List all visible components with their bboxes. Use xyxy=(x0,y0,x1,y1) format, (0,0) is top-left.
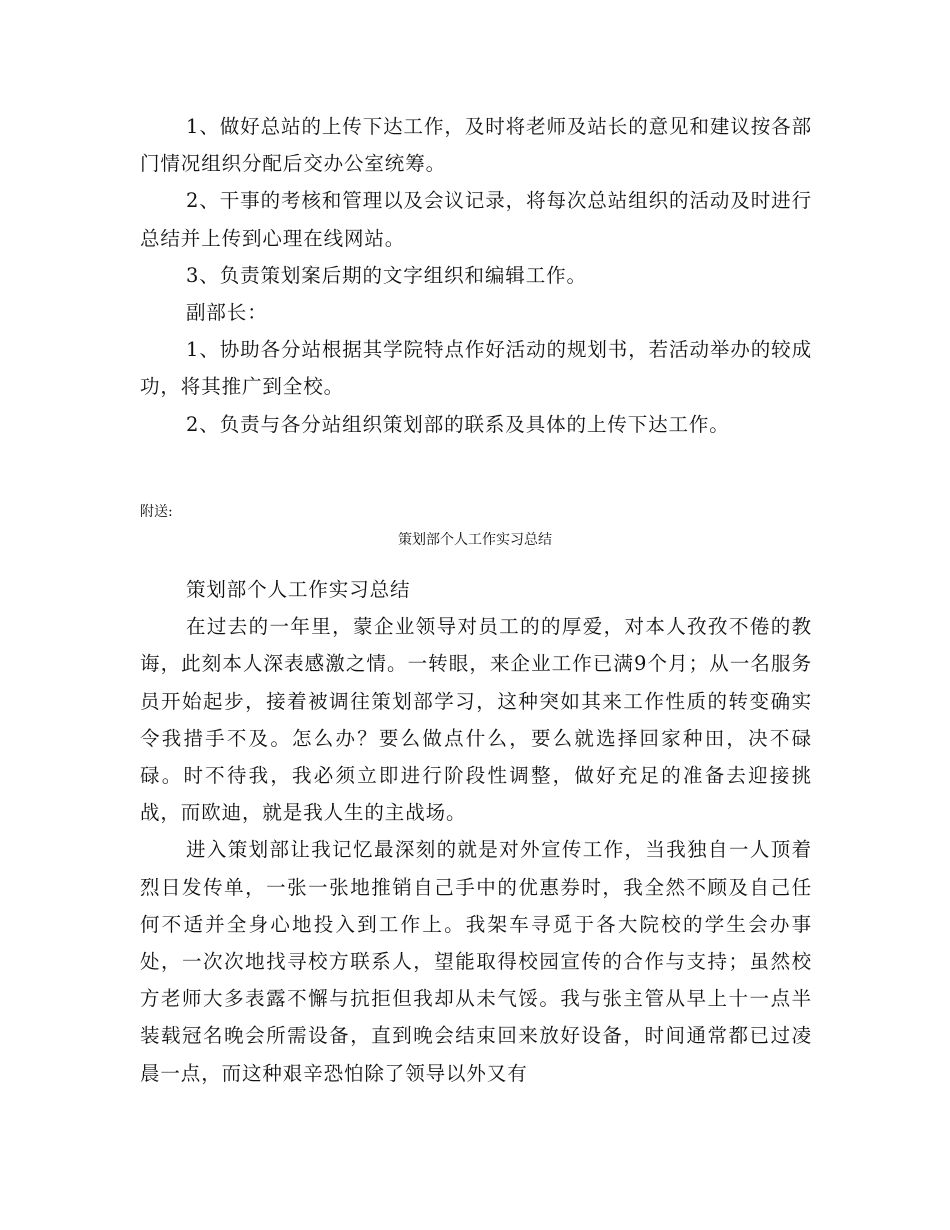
attachment-label: 附送: xyxy=(140,504,173,520)
duty-paragraph-1: 1、做好总站的上传下达工作，及时将老师及站长的意见和建议按各部门情况组织分配后交办公室统筹。 xyxy=(140,115,812,176)
summary-section xyxy=(140,571,812,1092)
summary-heading: 策划部个人工作实习总结 xyxy=(186,578,411,601)
duty-paragraph-3: 3、负责策划案后期的文字组织和编辑工作。 xyxy=(186,263,587,287)
duty-paragraph-2: 2、干事的考核和管理以及会议记录，将每次总站组织的活动及时进行总结并上传到心理在线网站。 xyxy=(140,189,812,250)
attachment-title: 策划部个人工作实习总结 xyxy=(398,532,552,548)
vice-duty-paragraph-1: 1、协助各分站根据其学院特点作好活动的规划书，若活动举办的较成功，将其推广到全校。 xyxy=(140,338,812,399)
vice-duty-paragraph-2: 2、负责与各分站组织策划部的联系及具体的上传下达工作。 xyxy=(186,412,730,436)
summary-paragraph-1: 在过去的一年里，蒙企业领导对员工的的厚爱，对本人孜孜不倦的教诲，此刻本人深表感激之情。一转眼，来企业工作已满9个月；从一名服务员开始起步，接着被调往策划部学习，这种突如其来工作性质的转变确实令我措手不及。怎么办？要么做点什么，要么就选择回家种田，决不碌碌。时不待我，我必须立即进行阶段性调整，做好充足的准备去迎接挑战，而欧迪，就是我人生的主战场。 xyxy=(140,615,812,825)
duties-section xyxy=(140,108,812,443)
summary-paragraph-2: 进入策划部让我记忆最深刻的就是对外宣传工作，当我独自一人顶着烈日发传单，一张一张地推销自己手中的优惠券时，我全然不顾及自己任何不适并全身心地投入到工作上。我架车寻觅于各大院校的学生会办事处，一次次地找寻校方联系人，望能取得校园宣传的合作与支持；虽然校方老师大多表露不懈与抗拒但我却从未气馁。我与张主管从早上十一点半装载冠名晚会所需设备，直到晚会结束回来放好设备，时间通常都已过凌晨一点，而这种艰辛恐怕除了领导以外又有 xyxy=(140,838,812,1085)
vice-minister-heading: 副部长： xyxy=(186,301,268,325)
